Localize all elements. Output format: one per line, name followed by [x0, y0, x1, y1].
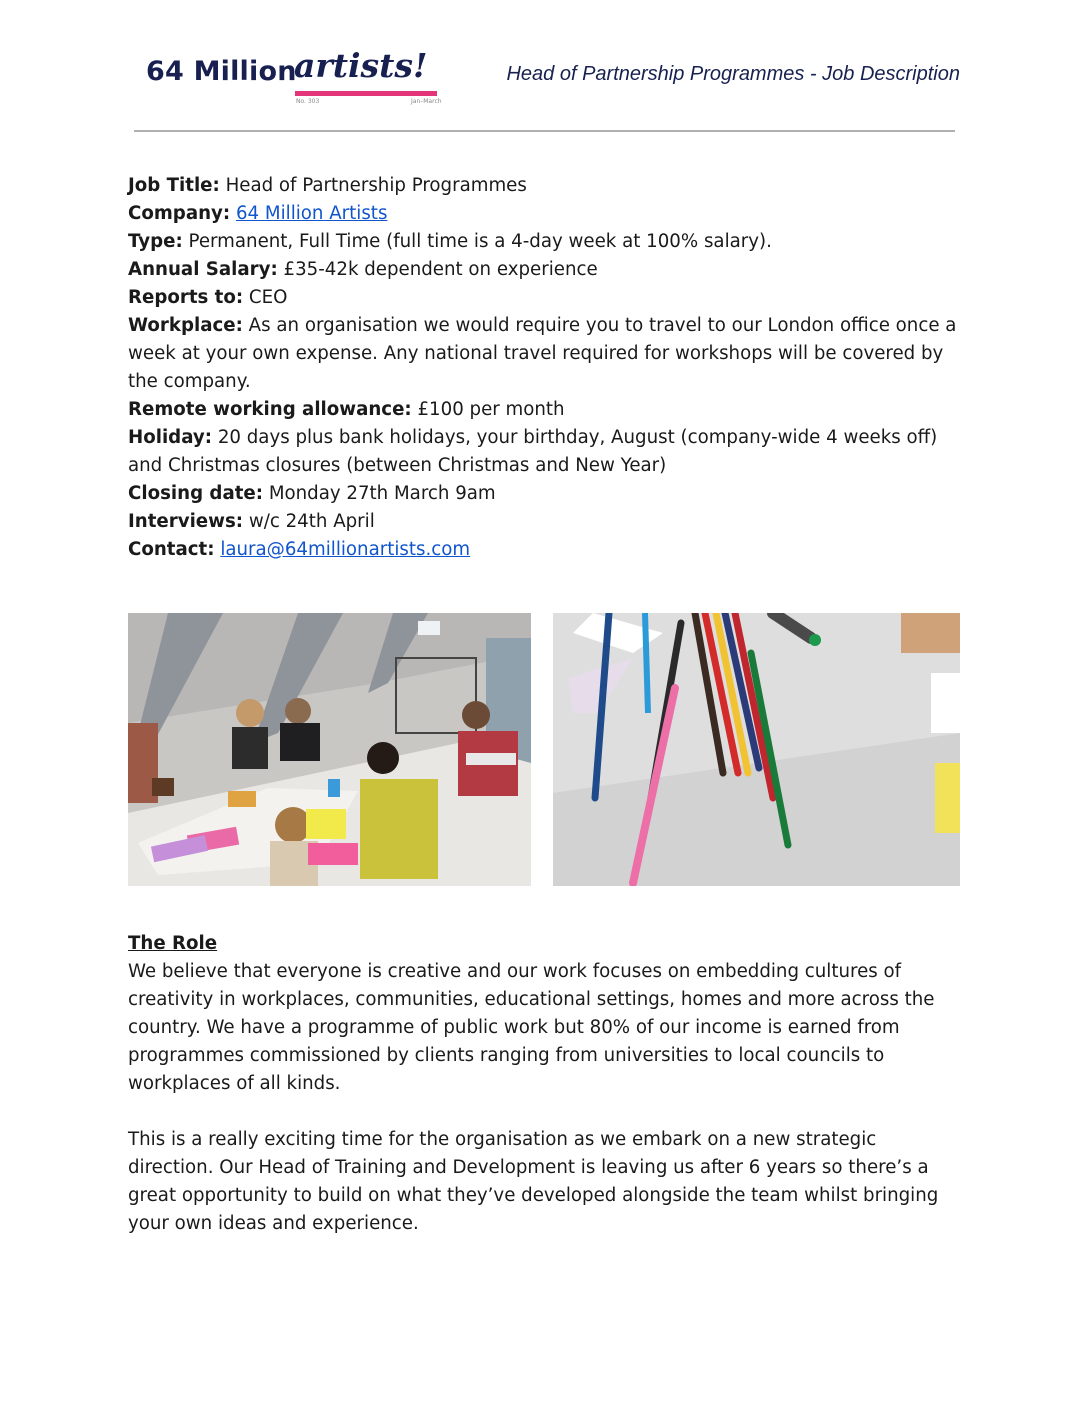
detail-label: Reports to: — [128, 287, 244, 308]
detail-company — [128, 200, 963, 228]
detail-label: Type: — [128, 231, 183, 252]
detail-label: Closing date: — [128, 483, 264, 504]
detail-holiday — [128, 424, 963, 480]
job-details — [128, 172, 963, 564]
logo-text-main: 64 Million — [146, 56, 297, 87]
detail-value: Permanent, Full Time (full time is a 4-day week at 100% salary). — [182, 231, 772, 252]
detail-workplace — [128, 312, 963, 396]
detail-value: 20 days plus bank holidays, your birthday, August (company-wide 4 weeks off) and Christmas closures (between Christmas and New Year) — [128, 427, 938, 476]
detail-closing-date — [128, 480, 963, 508]
detail-value: £100 per month — [411, 399, 565, 420]
role-paragraph: We believe that everyone is creative and our work focuses on embedding cultures of creativity in workplaces, communities, educational settings, homes and more across the country. We have a programme of public work but 80% of our income is earned from programmes commissioned by clients ranging from universities to local councils to workplaces of all kinds. — [128, 961, 935, 1094]
role-section — [128, 930, 963, 1238]
header-title: Head of Partnership Programmes - Job Description — [506, 63, 960, 85]
detail-contact — [128, 536, 963, 564]
document-header — [0, 0, 1088, 140]
detail-label: Interviews: — [128, 511, 244, 532]
detail-label: Holiday: — [128, 427, 213, 448]
pencils-photo — [553, 613, 960, 886]
logo-text-script: artists! — [294, 46, 428, 85]
detail-remote-allowance — [128, 396, 963, 424]
detail-label: Workplace: — [128, 315, 243, 336]
detail-reports-to — [128, 284, 963, 312]
detail-job-title — [128, 172, 963, 200]
detail-salary — [128, 256, 963, 284]
role-heading: The Role — [128, 933, 218, 954]
detail-label: Company: — [128, 203, 231, 224]
logo-small-left: No. 303 — [296, 98, 320, 105]
detail-label: Contact: — [128, 539, 215, 560]
detail-value: Head of Partnership Programmes — [219, 175, 527, 196]
brand-logo — [146, 46, 446, 110]
detail-interviews — [128, 508, 963, 536]
detail-type — [128, 228, 963, 256]
detail-value: w/c 24th April — [243, 511, 375, 532]
detail-value: Monday 27th March 9am — [263, 483, 496, 504]
detail-label: Annual Salary: — [128, 259, 278, 280]
detail-value: As an organisation we would require you to travel to our London office once a week at your own expense. Any national travel required for workshops will be covered by the company. — [128, 315, 957, 392]
role-paragraph: This is a really exciting time for the organisation as we embark on a new strategic direction. Our Head of Training and Development is leaving us after 6 years so there’s a great opportunity to build on what they’ve developed alongside the team whilst bringing your own ideas and experience. — [128, 1129, 939, 1234]
company-link[interactable]: 64 Million Artists — [235, 203, 388, 224]
workshop-photo — [128, 613, 531, 886]
detail-value: CEO — [243, 287, 288, 308]
detail-label: Remote working allowance: — [128, 399, 412, 420]
contact-email-link[interactable]: laura@64millionartists.com — [220, 539, 471, 560]
detail-label: Job Title: — [128, 175, 220, 196]
logo-underline-bar — [295, 91, 437, 96]
paragraph-gap — [128, 1098, 963, 1126]
header-divider — [134, 130, 955, 132]
detail-value: £35-42k dependent on experience — [277, 259, 598, 280]
logo-small-right: Jan–March — [411, 98, 442, 105]
